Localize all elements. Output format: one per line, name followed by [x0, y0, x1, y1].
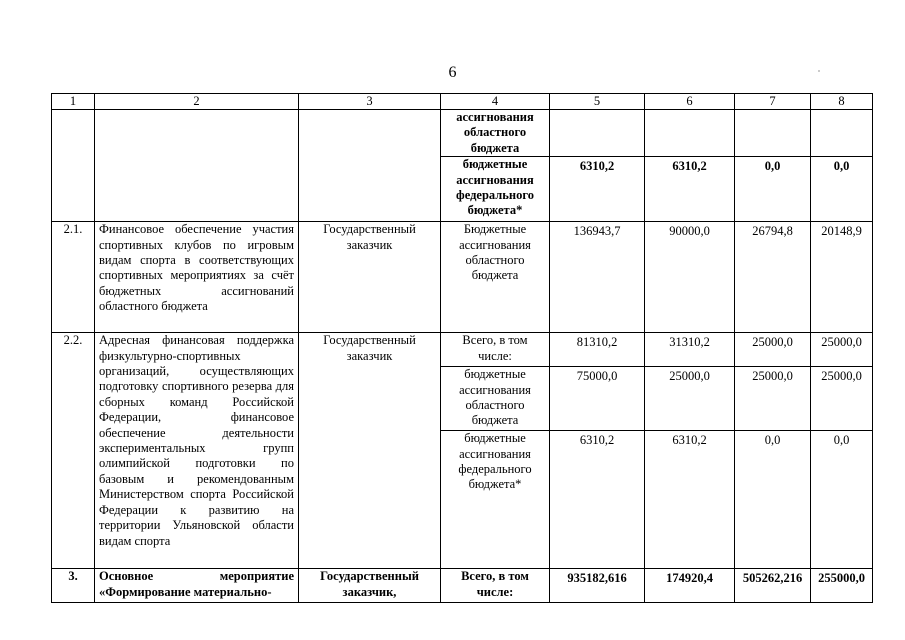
budget-table: [51, 93, 873, 603]
value-cell: 25000,0: [811, 333, 873, 367]
value-cell: 6310,2: [550, 431, 645, 569]
page-number: 6: [448, 64, 457, 81]
executor: Государственный заказчик: [299, 222, 441, 333]
value-cell: 255000,0: [811, 569, 873, 603]
executor: Государственный заказчик: [299, 333, 441, 569]
executor: Государственный заказчик,: [299, 569, 441, 603]
table-row: [52, 569, 873, 603]
value-cell: 0,0: [735, 431, 811, 569]
column-number-row: [52, 94, 873, 110]
col-header-3: 3: [299, 94, 441, 110]
funding-source: Бюджетные ассигнования областного бюджета: [441, 222, 550, 333]
funding-source: Всего, в том числе:: [441, 569, 550, 603]
col-header-7: 7: [735, 94, 811, 110]
item-description: Финансовое обеспечение участия спортивных клубов по игровым видам спорта в соответствующих спортивных мероприятиях за счёт бюджетных ассигнований областного бюджета: [95, 222, 299, 333]
col-header-6: 6: [645, 94, 735, 110]
value-cell: 935182,616: [550, 569, 645, 603]
item-description: Основное мероприятие «Формирование материально-: [95, 569, 299, 603]
item-number: 2.1.: [52, 222, 95, 333]
value-cell: 0,0: [735, 157, 811, 222]
col-header-4: 4: [441, 94, 550, 110]
funding-source: бюджетные ассигнования федерального бюджета*: [441, 157, 550, 222]
value-cell: 25000,0: [735, 367, 811, 431]
funding-source: Всего, в том числе:: [441, 333, 550, 367]
funding-source: ассигнования областного бюджета: [441, 110, 550, 157]
value-cell: [735, 110, 811, 157]
funding-source: бюджетные ассигнования федерального бюджета*: [441, 431, 550, 569]
value-cell: 505262,216: [735, 569, 811, 603]
value-cell: [550, 110, 645, 157]
value-cell: 6310,2: [550, 157, 645, 222]
value-cell: 174920,4: [645, 569, 735, 603]
col-header-2: 2: [95, 94, 299, 110]
value-cell: 25000,0: [735, 333, 811, 367]
table-row: [52, 222, 873, 333]
cont-executor-cell: [299, 110, 441, 222]
value-cell: 0,0: [811, 431, 873, 569]
value-cell: 6310,2: [645, 157, 735, 222]
item-number: 2.2.: [52, 333, 95, 569]
value-cell: 0,0: [811, 157, 873, 222]
col-header-1: 1: [52, 94, 95, 110]
item-description: Адресная финансовая поддержка физкультурно-спортивных организаций, осуществляющих подготовку спортивного резерва для сборных команд Российской Федерации, финансовое обеспечение деятельности экспериментальных групп олимпийской подготовки по базовым и рекомендованным Министерством спорта Российской Федерации к развитию на территории Ульяновской области видам спорта: [95, 333, 299, 569]
col-header-5: 5: [550, 94, 645, 110]
value-cell: 6310,2: [645, 431, 735, 569]
value-cell: 75000,0: [550, 367, 645, 431]
table-row: [52, 110, 873, 157]
value-cell: 25000,0: [811, 367, 873, 431]
value-cell: [645, 110, 735, 157]
value-cell: [811, 110, 873, 157]
cont-desc-cell: [95, 110, 299, 222]
cont-num-cell: [52, 110, 95, 222]
funding-source: бюджетные ассигнования областного бюджета: [441, 367, 550, 431]
scan-speck: [818, 70, 820, 72]
value-cell: 136943,7: [550, 222, 645, 333]
value-cell: 31310,2: [645, 333, 735, 367]
value-cell: 25000,0: [645, 367, 735, 431]
item-number: 3.: [52, 569, 95, 603]
value-cell: 90000,0: [645, 222, 735, 333]
col-header-8: 8: [811, 94, 873, 110]
value-cell: 26794,8: [735, 222, 811, 333]
value-cell: 81310,2: [550, 333, 645, 367]
value-cell: 20148,9: [811, 222, 873, 333]
table-row: [52, 333, 873, 367]
